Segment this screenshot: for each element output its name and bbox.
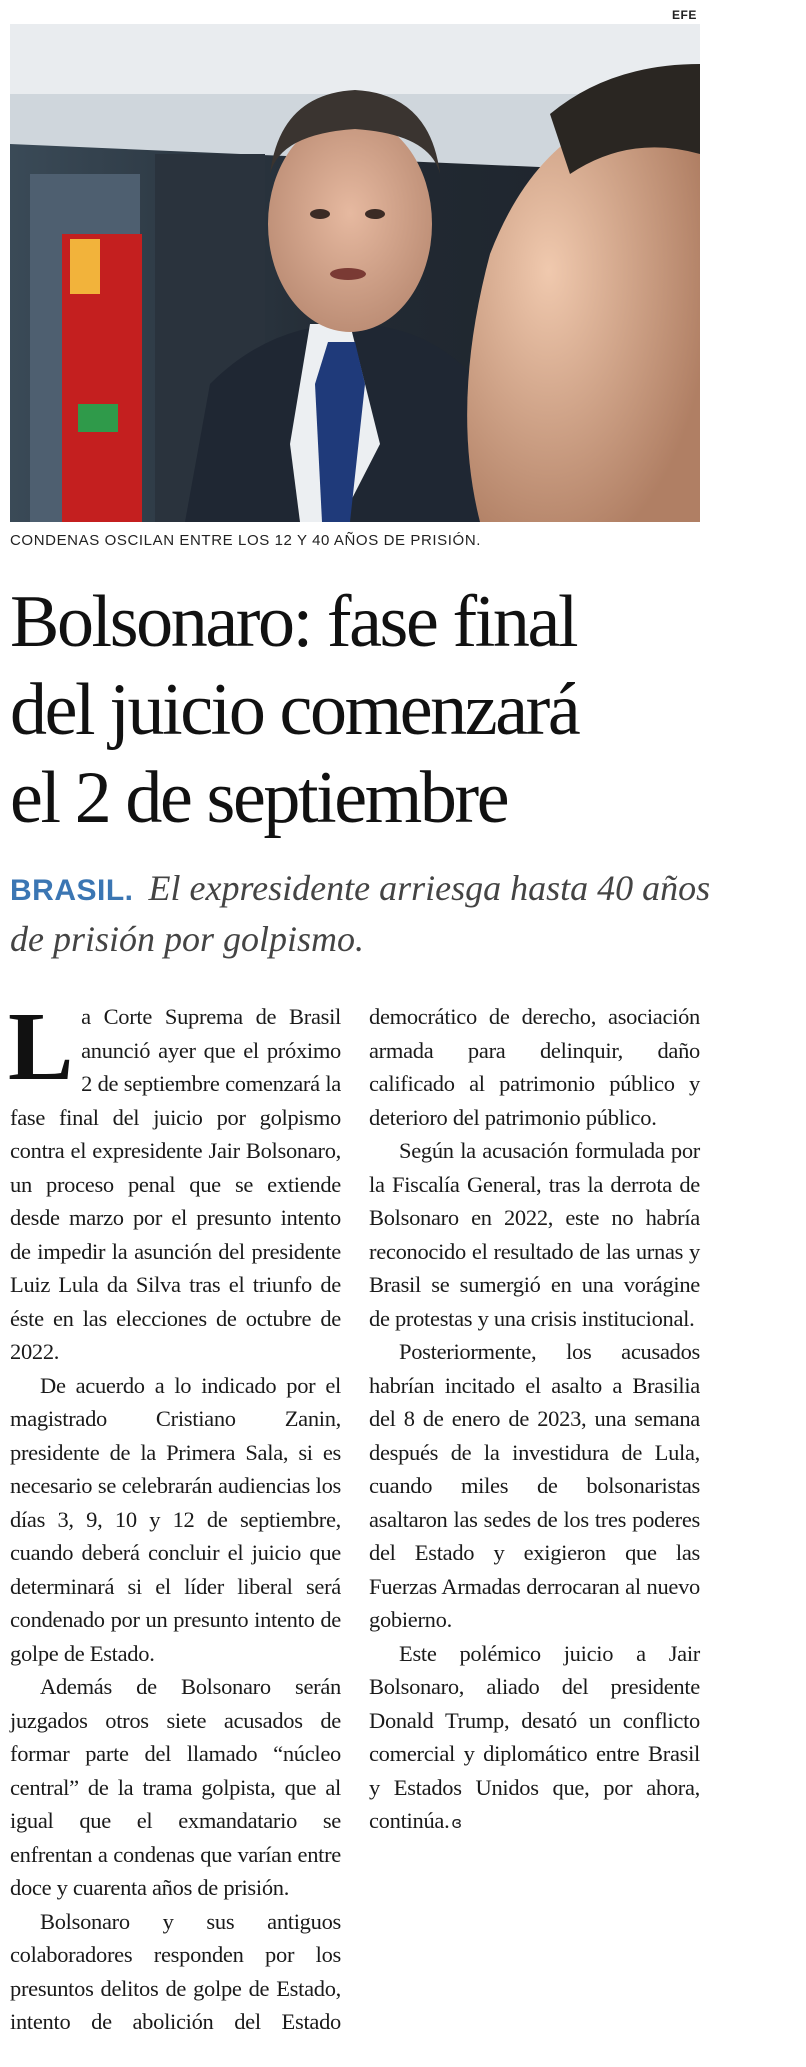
paragraph-2: De acuerdo a lo indicado por el magistrado Cristiano Zanin, presidente de la Primera Sala, si es necesario se celebrarán audiencias los días 3, 9, 10 y 12 de septiembre, cuando deberá concluir el juicio que determinará si el líder liberal será condenado por un presunto intento de golpe de Estado. xyxy=(10,1372,341,1666)
subheadline-text: El expresidente arriesga hasta 40 años de prisión por golpismo. xyxy=(10,868,711,959)
paragraph-7 xyxy=(369,1637,700,1840)
end-mark-icon: ɞ xyxy=(451,1813,462,1832)
paragraph-3: Además de Bolsonaro serán juzgados otros siete acusados de formar parte del llamado “núcleo central” de la trama golpista, que al igual que el exmandatario se enfrentan a condenas que varían entre doce y cuarenta años de prisión. xyxy=(10,1674,341,1900)
headline-line-3: el 2 de septiembre xyxy=(10,757,508,839)
subheadline xyxy=(10,864,730,963)
photo-credit: EFE xyxy=(672,8,697,22)
paragraph-4: Bolsonaro y sus antiguos colaboradores responden por los presuntos delitos de golpe de Estado, intento de abolición del Estado democrático de derecho, asociación armada para delinquir, daño calificado al patrimonio público y deterioro del patrimonio público. xyxy=(10,1004,700,2034)
paragraph-6: Posteriormente, los acusados habrían incitado el asalto a Brasilia del 8 de enero de 2023, una semana después de la investidura de Lula, cuando miles de bolsonaristas asaltaron las sedes de los tres poderes del Estado y exigieron que las Fuerzas Armadas derrocaran al nuevo gobierno. xyxy=(369,1339,700,1632)
paragraph-5: Según la acusación formulada por la Fiscalía General, tras la derrota de Bolsonaro en 2022, este no habría reconocido el resultado de las urnas y Brasil se sumergió en una vorágine de protestas y una crisis institucional. xyxy=(369,1138,700,1331)
drop-cap: L xyxy=(8,993,74,1101)
news-photo xyxy=(10,24,700,522)
headline xyxy=(10,578,770,842)
photo-caption: CONDENAS OSCILAN ENTRE LOS 12 Y 40 AÑOS DE PRISIÓN. xyxy=(10,532,482,549)
headline-line-1: Bolsonaro: fase final xyxy=(10,581,577,663)
paragraph-7-text: Este polémico juicio a Jair Bolsonaro, aliado del presidente Donald Trump, desató un conflicto comercial y diplomático entre Brasil y Estados Unidos que, por ahora, continúa. xyxy=(369,1640,700,1833)
article-body xyxy=(8,993,700,2062)
paragraph-1 xyxy=(8,993,341,1369)
headline-line-2: del juicio comenzará xyxy=(10,669,579,751)
section-kicker: BRASIL. xyxy=(10,874,134,907)
paragraph-1-text: a Corte Suprema de Brasil anunció ayer que el próximo 2 de septiembre comenzará la fase final del juicio por golpismo contra el expresidente Jair Bolsonaro, un proceso penal que se extiende desde marzo por el presunto intento de impedir la asunción del presidente Luiz Lula da Silva tras el triunfo de éste en las elecciones de octubre de 2022. xyxy=(10,1004,341,1364)
photo-illustration xyxy=(10,24,700,522)
